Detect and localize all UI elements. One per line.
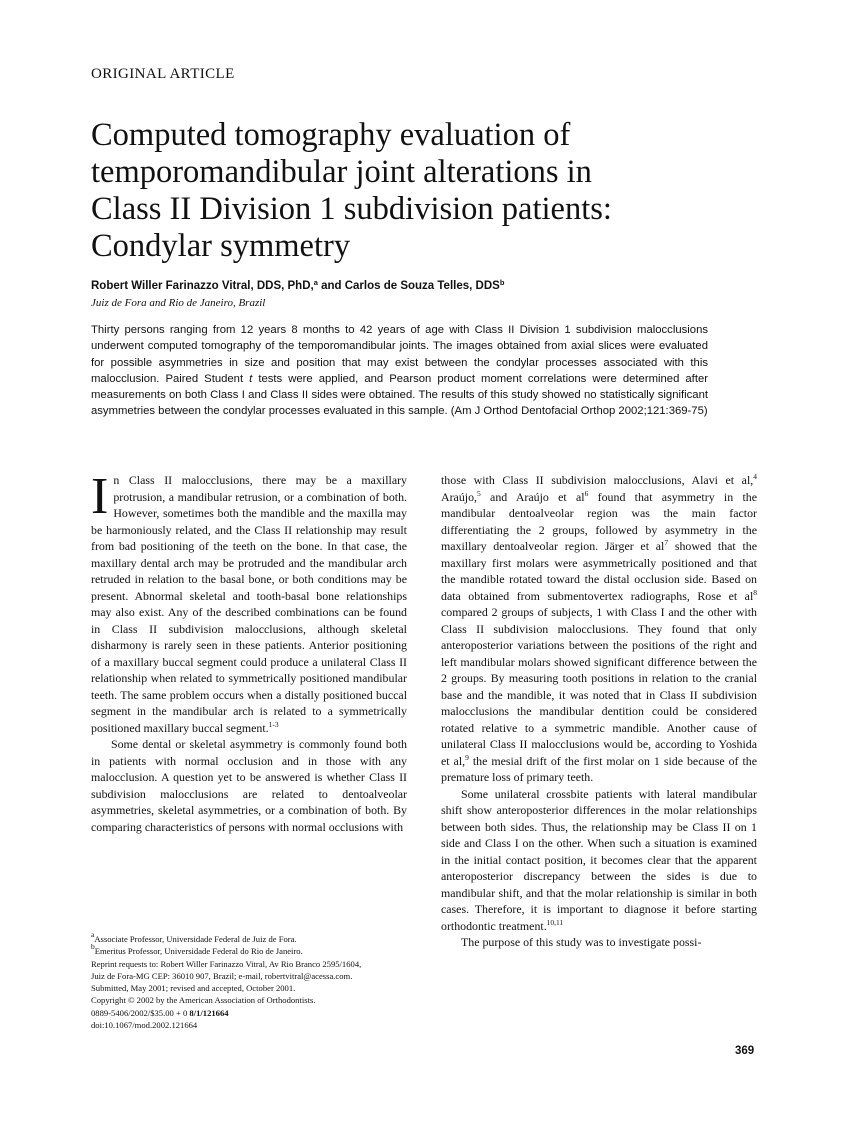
author-list (91, 280, 504, 292)
submission-dates: Submitted, May 2001; revised and accepted, October 2001. (91, 983, 296, 994)
abstract-text: tests were applied, and Pearson product moment correlations were determined after measurements on both Class I and Class II sides were obtained. The results of this study showed no statistically significant asymmetries between the condylar processes evaluated in this sample. (Am J Orthod Dentofacial Orthop 2002;121:369-75) (91, 372, 709, 418)
footnotes (91, 930, 411, 1031)
body-paragraph: Some dental or skeletal asymmetry is commonly found both in patients with normal occlusion and in those with any malocclusion. A question yet to be answered is whether Class II subdivision malocclusions are related to dentoalveolar asymmetries, skeletal asymmetries, or a combination of both. By comparing characteristics of persons with normal occlusions with (91, 737, 407, 834)
author-name: Robert Willer Farinazzo Vitral, DDS, PhD, (91, 280, 314, 292)
article-title (91, 117, 771, 265)
copyright-notice: Copyright © 2002 by the American Association of Orthodontists. (91, 995, 316, 1006)
title-line: Class II Division 1 subdivision patients: (91, 191, 612, 227)
title-line: Computed tomography evaluation of (91, 117, 571, 153)
footnote-mark: a (91, 930, 95, 939)
doi-line: doi:10.1067/mod.2002.121664 (91, 1020, 198, 1031)
paragraph-text: Some unilateral crossbite patients with lateral mandibular shift show anteroposterior differences in the molar relationships between both sides. Thus, the relationship may be Class II on 1 side and Class I on the other. When such a situation is examined in the initial contact position, it becomes clear that the apparent anteroposterior discrepancy between the sides is due to mandibular shift, and that the molar relationship is similar in both cases. Therefore, it is important to diagnose it before starting orthodontic treatment. (441, 786, 757, 933)
section-label: ORIGINAL ARTICLE (91, 66, 235, 82)
affiliation-mark: a (313, 278, 318, 287)
author-conjunction: and (317, 280, 345, 292)
body-column-right (441, 472, 757, 951)
body-paragraph (91, 468, 407, 736)
reference-mark: 5 (477, 488, 481, 498)
body-paragraph (441, 786, 757, 935)
reference-mark: 9 (465, 752, 469, 762)
abstract (91, 322, 708, 420)
paragraph-text: and Araújo et al (480, 489, 585, 504)
paragraph-text: found that asymmetry in the mandibular dentoalveolar region was the main factor differentiating the 2 groups, followed by asymmetry in the maxillary dentoalveolar region. Järger et al (441, 489, 757, 553)
reprint-requests: Reprint requests to: Robert Willer Farinazzo Vitral, Av Rio Branco 2595/1604, (91, 958, 362, 969)
affiliation-mark: b (499, 278, 505, 287)
paragraph-text: Araújo, (441, 489, 477, 504)
reprint-address: Juiz de Fora-MG CEP: 36010 907, Brazil; e-mail, robertvitral@acessa.com. (91, 970, 353, 981)
body-paragraph: The purpose of this study was to investigate possi- (461, 935, 702, 949)
affiliation-location: Juiz de Fora and Rio de Janeiro, Brazil (91, 297, 266, 309)
reference-mark: 7 (664, 538, 669, 547)
paragraph-text: showed that the maxillary first molars were asymmetrically positioned and that the mandible rotated toward the distal occlusion side. Based on data obtained from submentovertex radiographs, Rose et al (441, 539, 757, 603)
body-column-left (91, 468, 407, 835)
title-line: temporomandibular joint alterations in (91, 154, 592, 190)
paragraph-text: n Class II malocclusions, there may be a maxillary protrusion, a mandibular retrusion, or a combination of both. However, sometimes both the mandible and the maxilla may be harmoniously related, and the Class II relationship may result from bad positioning of the teeth on the bone. In that case, the maxillary dental arch may be protruded and the mandibular arch retruded in relation to the basal bone, or both conditions may be present. Abnormal skeletal and tooth-basal bone relationships may also exist. Any of the described combinations can be found in Class II subdivision malocclusions, although skeletal disharmony is rarely seen in these patients. Anterior positioning of a maxillary buccal segment could produce a unilateral Class II relationship when related to symmetrically positioned mandibular teeth. The same problem occurs when a distally positioned buccal segment in the mandibular arch is related to a symmetrically positioned maxillary buccal segment. (91, 473, 407, 735)
page-number: 369 (735, 1045, 755, 1057)
issn-line: 0889-5406/2002/$35.00 + 0 8/1/121664 (91, 1007, 229, 1018)
reference-mark: 4 (753, 472, 757, 481)
paragraph-text: the mesial drift of the first molar on 1 side because of the premature loss of primary teeth. (441, 753, 757, 784)
author-name: Carlos de Souza Telles, DDS (344, 280, 500, 292)
reference-mark: 6 (584, 488, 589, 498)
reference-mark: 1-3 (268, 719, 279, 729)
body-paragraph (441, 472, 757, 786)
footnote-a: $^a$Associate Professor, Universidade Federal de Juiz de Fora. (91, 930, 297, 944)
paragraph-text: those with Class II subdivision malocclusions, Alavi et al, (441, 473, 754, 487)
reference-mark: 10,11 (546, 917, 564, 927)
paragraph-text: compared 2 groups of subjects, 1 with Class I and the other with Class II subdivision malocclusions. They found that only anteroposterior variations between the positions of the right and left mandibular molars showed significant difference between the 2 groups. By measuring tooth positions in relation to the cranial base and the mandible, it was noted that in Class II subdivision malocclusions the mandibular dentition could be considered rotated relative to a symmetric mandible. Another cause of unilateral Class II malocclusions would be, according to Yoshida et al, (441, 605, 757, 768)
footnote-mark: b (91, 942, 95, 952)
drop-cap: I (91, 468, 109, 525)
reference-mark: 8 (753, 587, 757, 597)
abstract-text: Thirty persons ranging from 12 years 8 months to 42 years of age with Class II Division 1 subdivision malocclusions underwent computed tomography of the temporomandibular joints. The images obtained from axial slices were evaluated for possible asymmetries in size and position that may exist between the condylar processes associated with this malocclusion. Paired Student (91, 324, 708, 385)
title-line: Condylar symmetry (91, 228, 351, 264)
abstract-t-letter: t (249, 372, 253, 385)
footnote-b: $^b$Emeritus Professor, Universidade Federal do Rio de Janeiro. (91, 942, 303, 957)
